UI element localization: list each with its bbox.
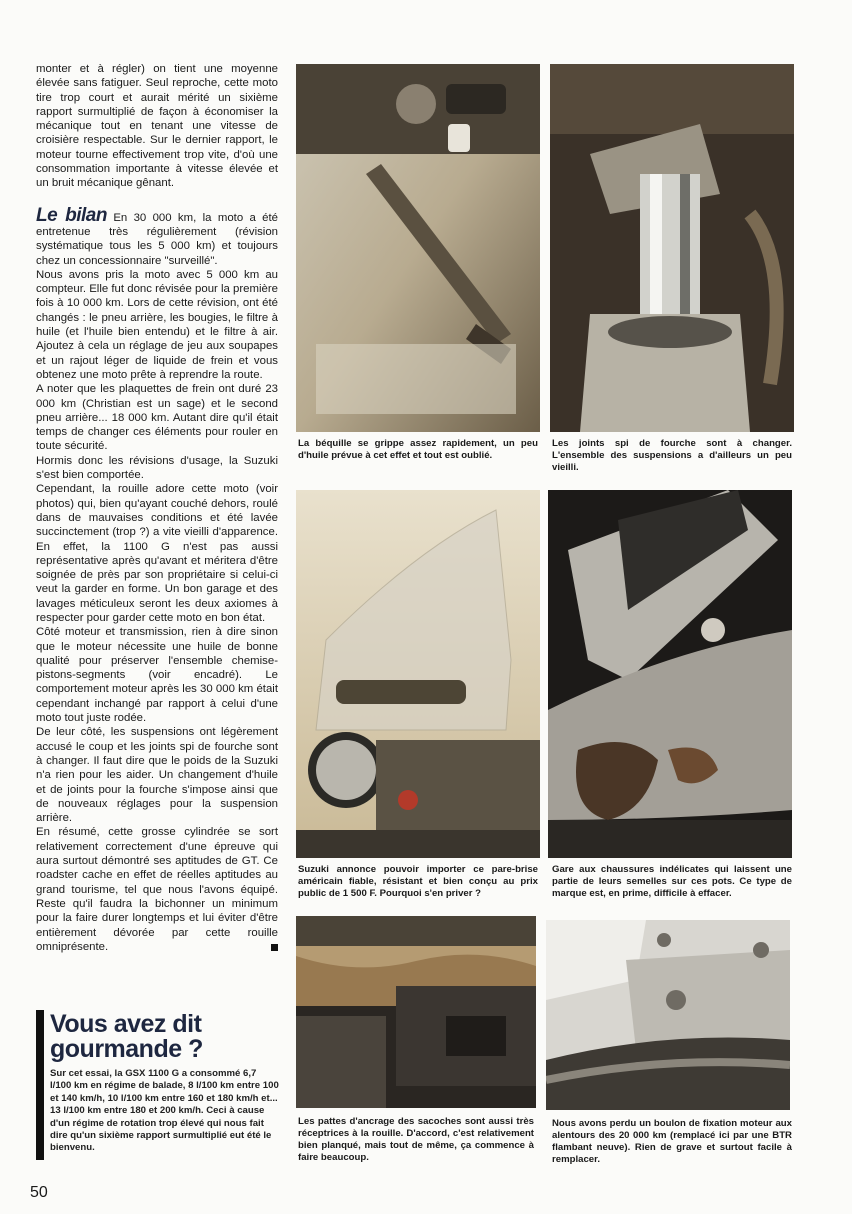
article-column: [36, 62, 278, 954]
bilan-paragraph: [36, 204, 278, 268]
page-number: 50: [30, 1184, 48, 1201]
paragraph-final: [36, 825, 278, 954]
photo-sacoches: [296, 916, 536, 1108]
photo-pots: [548, 490, 792, 858]
caption-pots: Gare aux chaussures indélicates qui laissent une partie de leurs semelles sur ces pots. Ce type de marque est, en prime, difficile à effacer.: [552, 864, 792, 899]
consumption-box: [36, 1010, 280, 1160]
photo-fourche: [550, 64, 794, 432]
box-title-line2: gourmande ?: [50, 1035, 203, 1063]
paragraph: Côté moteur et transmission, rien à dire sinon que le moteur nécessite une huile de bonne qualité pour préserver l'ensemble chemise-pistons-segments (voir encadré). Le comportement moteur après les 30 000 km était cependant inchangé par rapport à celui d'une moto tout juste rodée.: [36, 626, 278, 725]
caption-parebrise: Suzuki annonce pouvoir importer ce pare-brise américain fiable, résistant et bien conçu au prix public de 1 500 F. Pourquoi s'en priver ?: [298, 864, 538, 899]
paragraph: Hormis donc les révisions d'usage, la Suzuki s'est bien comportée.: [36, 454, 278, 482]
caption-bequille: La béquille se grippe assez rapidement, un peu d'huile prévue à cet effet et tout est oublié.: [298, 438, 538, 461]
intro-paragraph: monter et à régler) on tient une moyenne élevée sans fatiguer. Seul reproche, cette moto tire trop court et aurait mérité un sixième rapport surmultiplié de façon à économiser la mécanique tout en tenant une vitesse de croisière respectable. Sur le dernier rapport, le moteur tourne effectivement trop vite, d'où une consommation importante à vitesse élevée et un bruit mécanique gênant.: [36, 63, 278, 190]
bilan-heading: Le bilan: [36, 204, 107, 226]
final-text: En résumé, cette grosse cylindrée se sort relativement correctement d'une épreuve qui aura surtout démontré ses aptitudes de GT. Ce roadster cache en effet de réelles aptitudes au grand tourisme, tel que nous l'avons équipé. Reste qu'il faudra la bichonner un minimum pour la faire durer longtemps et lui éviter d'être entièrement dévorée par cette rouille omniprésente.: [36, 826, 278, 953]
paragraph: Cependant, la rouille adore cette moto (voir photos) qui, bien qu'ayant couché dehors, roulé dans de mauvaises conditions et été lavée succinctement (trop ?) a vite vieilli d'apparence. En effet, la 1100 G n'est pas aussi représentative après qu'avant et méritera d'être soignée de près par son propriétaire si celui-ci veut la garder en forme. Un bon garage et des lavages méticuleux seront les deux axiomes à respecter pour garder cette moto en bon état.: [36, 483, 278, 624]
bilan-text: En 30 000 km, la moto a été entretenue très régulièrement (révision systématique tous les 5 000 km) et toujours chez un concessionnaire "surveillé".: [36, 211, 278, 267]
photo-boulon: [546, 920, 790, 1110]
caption-fourche: Les joints spi de fourche sont à changer. L'ensemble des suspensions a d'ailleurs un peu vieilli.: [552, 438, 792, 473]
photo-bequille: [296, 64, 540, 432]
paragraph: De leur côté, les suspensions ont légèrement accusé le coup et les joints spi de fourche sont à changer. Il faut dire que le poids de la Suzuki n'a rien pour les aider. Un changement d'huile et de joints pour la fourche s'impose ainsi que de nouveaux réglages pour la suspension arrière.: [36, 726, 278, 825]
photo-parebrise: [296, 490, 540, 858]
end-mark: [271, 944, 278, 951]
box-bar: [36, 1010, 44, 1160]
paragraph: A noter que les plaquettes de frein ont duré 23 000 km (Christian est un sage) et le second pneu arrière... 18 000 km. Autant dire qu'il était temps de changer ces éléments pour rouler en toute sécurité.: [36, 383, 278, 453]
box-title: [50, 1012, 203, 1062]
paragraph: Nous avons pris la moto avec 5 000 km au compteur. Elle fut donc révisée pour la première fois à 10 000 km. Lors de cette révision, ont été changés : le pneu arrière, les bougies, le filtre à huile (et l'huile bien entendu) et le filtre à air. Ajoutez à cela un réglage de jeu aux soupapes et un rajout léger de liquide de frein et vous obtenez une moto prête à reprendre la route.: [36, 268, 278, 381]
box-text: Sur cet essai, la GSX 1100 G a consommé 6,7 l/100 km en régime de balade, 8 l/100 km entre 100 et 140 km/h, 10 l/100 km entre 160 et 180 km/h et... 13 l/100 km entre 180 et 200 km/h. Ceci à cause d'un régime de rotation trop élevé qui nous fait dire qu'un sixième rapport surmultiplié eut été le bienvenu.: [50, 1068, 279, 1154]
caption-sacoches: Les pattes d'ancrage des sacoches sont aussi très réceptrices à la rouille. D'accord, c'est relativement bien planqué, mais tout de même, ça commence à faire beaucoup.: [298, 1116, 534, 1163]
box-title-line1: Vous avez dit: [50, 1010, 202, 1038]
caption-boulon: Nous avons perdu un boulon de fixation moteur aux alentours des 20 000 km (remplacé ici par une BTR flambant neuve). Rien de grave et surtout facile à remplacer.: [552, 1118, 792, 1165]
